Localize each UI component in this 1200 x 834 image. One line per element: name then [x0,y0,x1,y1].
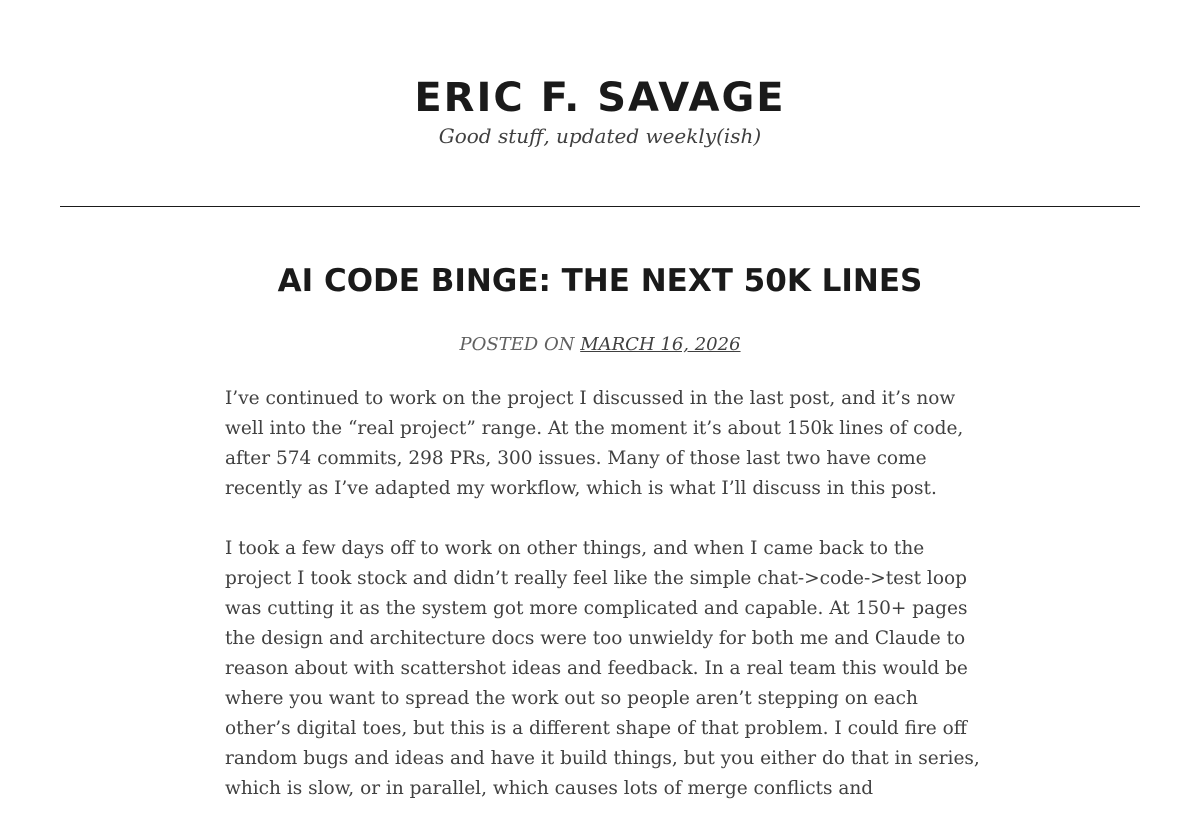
post-meta [0,332,1200,358]
post-content [225,384,980,834]
site-description: Good stuff, updated weekly(ish) [438,124,762,148]
post-title: AI CODE BINGE: THE NEXT 50K LINES [277,263,923,299]
post-date-link[interactable]: MARCH 16, 2026 [580,334,741,355]
post-paragraph: I took a few days off to work on other things, and when I came back to the project I took stock and didn’t really feel like the simple chat->code->test loop was cutting it as the system got more complicated and capable. At 150+ pages the design and architecture docs were too unwieldy for both me and Claude to reason about with scattershot ideas and feedback. In a real team this would be where you want to spread the work out so people aren’t stepping on each other’s digital toes, but this is a different shape of that problem. I could fire off random bugs and ideas and have it build things, but you either do that in series, which is slow, or in parallel, which causes lots of merge conflicts and [225,538,980,799]
header-divider [60,206,1140,207]
site-title-link[interactable]: ERIC F. SAVAGE [414,75,786,121]
post-paragraph: I’ve continued to work on the project I discussed in the last post, and it’s now well into the “real project” range. At the moment it’s about 150k lines of code, after 574 commits, 298 PRs, 300 issues. Many of those last two have come recently as I’ve adapted my workflow, which is what I’ll discuss in this post. [225,388,964,499]
posted-on-label: POSTED ON [459,334,575,355]
